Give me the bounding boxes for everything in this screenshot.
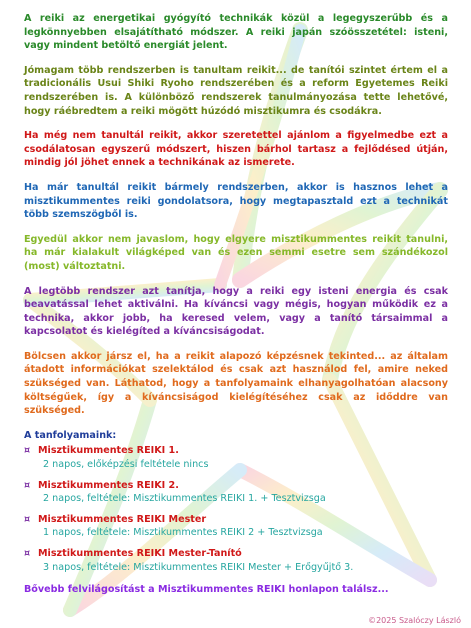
course-title: Misztikummentes REIKI Mester-Tanító	[38, 548, 242, 559]
bullet-icon: ¤	[24, 548, 31, 559]
course-title: Misztikummentes REIKI 1.	[38, 445, 179, 457]
course-item	[24, 444, 448, 471]
intro-paragraph: A reiki az energetikai gyógyító technikák közül a legegyszerűbb és a legkönnyebben elsajátítható módszer. A reiki japán szóösszetétel: isteni, vagy mindent betöltő energiát jelent.	[24, 13, 448, 52]
bullet-icon: ¤	[24, 479, 31, 491]
course-detail: 2 napos, előképzési feltétele nincs	[43, 459, 209, 471]
more-info-link[interactable]: Bővebb felvilágosítást a Misztikummentes REIKI honlapon találsz...	[24, 584, 389, 596]
course-item	[24, 547, 448, 574]
copyright-notice: ©2025 Szalóczy László	[368, 616, 461, 625]
article-body	[24, 12, 448, 597]
course-title: Misztikummentes REIKI 2.	[38, 479, 179, 491]
course-item	[24, 513, 448, 540]
not-recommended-paragraph: Egyedül akkor nem javaslom, hogy elgyere misztikummentes reikit tanulni, ha már kialakult világképed van és ezen semmi esetre sem szándékozol (most) változtatni.	[24, 233, 448, 272]
course-title: Misztikummentes REIKI Mester	[38, 513, 207, 525]
course-item	[24, 479, 448, 506]
course-detail: 2 napos, feltétele: Misztikummentes REIKI 1. + Tesztvizsga	[43, 493, 326, 505]
wisdom-paragraph: Bölcsen akkor jársz el, ha a reikit alapozó képzésnek tekinted... az általam átadott információkat szelektálod és csak azt használod fel, amire neked szükséged van. Láthatod, hogy a tanfolyamaink elhanyagolhatóan alacsony költségűek, így a kíváncsiságod kielégítéséhez csak az időddre van szükséged.	[24, 350, 448, 417]
already-learned-paragraph: Ha már tanultál reikit bármely rendszerben, akkor is hasznos lehet a misztikummentes reiki gondolatsora, hogy megtapasztald ezt a technikát több szemszögből is.	[24, 181, 448, 221]
course-detail: 3 napos, feltétele: Misztikummentes REIKI Mester + Erőgyűjtő 3.	[43, 561, 354, 573]
experience-paragraph: Jómagam több rendszerben is tanultam reikit... de tanítói szintet értem el a tradicionális Usui Shiki Ryoho rendszerében és a reform Egyetemes Reiki rendszerében is. A különböző rendszerek tanulmányozása tette lehetővé, hogy ráébredtem a reiki mögött húzódó misztikumra és csodákra.	[24, 64, 448, 117]
courses-heading: A tanfolyamaink:	[24, 429, 117, 441]
recommendation-paragraph: Ha még nem tanultál reikit, akkor szeretettel ajánlom a figyelmedbe ezt a csodálatosan egyszerű módszert, hiszen bárhol tartasz a fejlődésed útján, mindig jól jöhet ennek a technikának az ismerete.	[24, 130, 448, 169]
course-detail: 1 napos, feltétele: Misztikummentes REIKI 2 + Tesztvizsga	[43, 527, 323, 539]
bullet-icon: ¤	[24, 513, 31, 525]
bullet-icon: ¤	[24, 445, 31, 457]
curiosity-paragraph: A legtöbb rendszer azt tanítja, hogy a reiki egy isteni energia és csak beavatással lehet aktiválni. Ha kíváncsi vagy mégis, hogyan működik ez a technika, akkor jobb, ha keresed velem, vagy a tanító társaimmal a kapcsolatot és kielégíted a kíváncsiságodat.	[24, 285, 448, 338]
